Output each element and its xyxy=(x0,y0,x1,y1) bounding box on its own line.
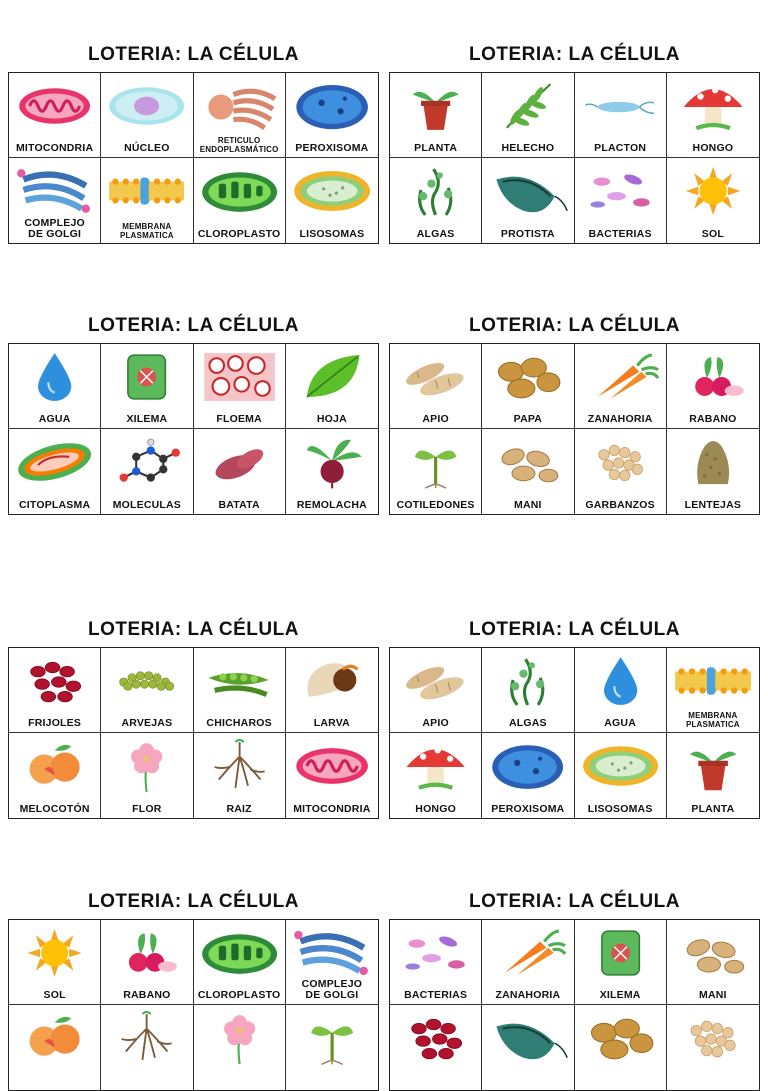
card-cell xyxy=(286,1005,378,1090)
card-title: LOTERIA: LA CÉLULA xyxy=(88,619,299,640)
phloem-icon xyxy=(198,348,281,406)
cell-label: REMOLACHA xyxy=(296,499,367,511)
root-icon xyxy=(198,737,281,795)
card-cell xyxy=(390,429,482,514)
cell-label: HONGO xyxy=(415,803,456,815)
card-cell xyxy=(575,920,667,1005)
card-cell xyxy=(286,920,378,1005)
membrane-icon xyxy=(671,652,755,710)
peas-icon xyxy=(105,652,188,710)
sun-icon xyxy=(13,924,96,982)
card-cell xyxy=(9,1005,101,1090)
card-cell xyxy=(390,920,482,1005)
card-title: LOTERIA: LA CÉLULA xyxy=(469,619,680,640)
cell-label: CLOROPLASTO xyxy=(197,228,281,240)
loteria-card xyxy=(389,889,760,1091)
cell-label: PLACTON xyxy=(594,142,647,154)
cell-label: APIO xyxy=(422,413,449,425)
sweet-potato-icon xyxy=(198,433,281,491)
cytoplasm-icon xyxy=(13,433,96,491)
card-cell xyxy=(482,648,574,733)
water-drop-icon xyxy=(13,348,96,406)
card-cell xyxy=(194,429,286,514)
card-cell xyxy=(667,158,759,243)
card-cell xyxy=(390,344,482,429)
card-cell xyxy=(194,920,286,1005)
card-cell xyxy=(390,73,482,158)
protist-icon xyxy=(486,162,569,220)
card-cell xyxy=(101,920,193,1005)
lysosome-icon xyxy=(290,162,374,220)
cell-label: CLOROPLASTO xyxy=(197,989,281,1001)
cell-label: APIO xyxy=(422,717,449,729)
cell-label: PROTISTA xyxy=(500,228,555,240)
cell-label: AGUA xyxy=(38,413,71,425)
cell-label: LARVA xyxy=(313,717,350,729)
card-cell xyxy=(101,344,193,429)
card-cell xyxy=(286,429,378,514)
card-title: LOTERIA: LA CÉLULA xyxy=(469,315,680,336)
peroxisome-icon xyxy=(290,77,374,135)
cell-label: NÚCLEO xyxy=(124,142,170,154)
cell-label: MANI xyxy=(514,499,542,511)
card-title: LOTERIA: LA CÉLULA xyxy=(469,891,680,912)
cell-label: ALGAS xyxy=(509,717,547,729)
card-cell xyxy=(194,733,286,818)
card-title: LOTERIA: LA CÉLULA xyxy=(88,315,299,336)
card-title: LOTERIA: LA CÉLULA xyxy=(88,891,299,912)
card-cell xyxy=(482,733,574,818)
cell-label: RABANO xyxy=(123,989,171,1001)
card-cell xyxy=(482,158,574,243)
card-cell xyxy=(575,733,667,818)
cell-label: MITOCONDRIA xyxy=(293,803,371,815)
card-cell xyxy=(101,733,193,818)
loteria-card xyxy=(389,313,760,515)
card-cell xyxy=(101,648,193,733)
flower-icon xyxy=(105,737,188,795)
seedling-icon xyxy=(290,1009,374,1067)
sun-icon xyxy=(671,162,755,220)
cell-label: SOL xyxy=(701,228,724,240)
card-cell xyxy=(286,648,378,733)
cell-label: AGUA xyxy=(604,717,636,729)
mitochondria-icon xyxy=(13,77,96,135)
potato-icon xyxy=(579,1009,662,1067)
peanut-icon xyxy=(486,433,569,491)
peroxisome-icon xyxy=(486,737,569,795)
card-cell xyxy=(482,429,574,514)
card-cell xyxy=(194,1005,286,1090)
cell-label: MEMBRANA PLASMATICA xyxy=(119,222,174,240)
card-cell xyxy=(575,648,667,733)
peanut-icon xyxy=(671,924,755,982)
card-cell xyxy=(101,429,193,514)
card-cell xyxy=(667,73,759,158)
water-drop-icon xyxy=(579,652,662,710)
card-cell xyxy=(9,344,101,429)
cell-label: MANI xyxy=(699,989,727,1001)
plankton-icon xyxy=(579,77,662,135)
cell-label: ZANAHORIA xyxy=(587,413,653,425)
cell-label: COTILEDONES xyxy=(396,499,475,511)
cell-label: HONGO xyxy=(692,142,734,154)
molecule-icon xyxy=(105,433,188,491)
card-cell xyxy=(101,1005,193,1090)
card-cell xyxy=(575,158,667,243)
chloroplast-icon xyxy=(198,162,281,220)
carrot-icon xyxy=(486,924,569,982)
card-cell xyxy=(101,158,193,243)
peach-icon xyxy=(13,737,96,795)
card-grid xyxy=(8,343,379,515)
card-cell xyxy=(390,648,482,733)
cell-label: MEMBRANA PLASMATICA xyxy=(685,711,740,729)
card-cell xyxy=(9,429,101,514)
card-cell xyxy=(667,733,759,818)
cell-label: MELOCOTÓN xyxy=(19,803,90,815)
protist-icon xyxy=(486,1009,569,1067)
cell-label: COMPLEJO DE GOLGI xyxy=(24,217,85,240)
card-cell xyxy=(194,344,286,429)
algae-icon xyxy=(486,652,569,710)
peach-icon xyxy=(13,1009,96,1067)
card-cell xyxy=(9,733,101,818)
potted-plant-icon xyxy=(394,77,477,135)
cell-label: FLOR xyxy=(132,803,162,815)
potted-plant-icon xyxy=(671,737,755,795)
celery-root-icon xyxy=(394,348,477,406)
cell-label: XILEMA xyxy=(599,989,641,1001)
golgi-icon xyxy=(290,924,374,982)
card-cell xyxy=(194,73,286,158)
card-cell xyxy=(482,344,574,429)
er-icon xyxy=(198,77,281,135)
cell-label: ZANAHORIA xyxy=(495,989,561,1001)
cell-label: BATATA xyxy=(218,499,260,511)
cell-label: XILEMA xyxy=(126,413,168,425)
card-cell xyxy=(390,158,482,243)
cell-label: LENTEJAS xyxy=(684,499,742,511)
chickpea-icon xyxy=(579,433,662,491)
cell-label: RAIZ xyxy=(226,803,252,815)
nucleus-icon xyxy=(105,77,188,135)
cell-label: ALGAS xyxy=(416,228,455,240)
card-grid xyxy=(8,919,379,1091)
card-cell xyxy=(194,158,286,243)
bacteria-icon xyxy=(394,924,477,982)
potato-icon xyxy=(486,348,569,406)
chloroplast-icon xyxy=(198,924,281,982)
leaf-icon xyxy=(290,348,374,406)
golgi-icon xyxy=(13,162,96,220)
cell-label: MITOCONDRIA xyxy=(15,142,94,154)
card-cell xyxy=(286,73,378,158)
card-title: LOTERIA: LA CÉLULA xyxy=(88,44,299,65)
mushroom-icon xyxy=(394,737,477,795)
card-cell xyxy=(667,648,759,733)
cell-label: RETICULO ENDOPLASMÁTICO xyxy=(199,136,279,154)
card-grid xyxy=(389,343,760,515)
card-cell xyxy=(194,648,286,733)
root-icon xyxy=(105,1009,188,1067)
cell-label: PEROXISOMA xyxy=(295,142,369,154)
cell-label: GARBANZOS xyxy=(585,499,655,511)
card-cell xyxy=(575,1005,667,1090)
cell-label: CHICHAROS xyxy=(206,717,272,729)
card-grid xyxy=(8,647,379,819)
card-grid xyxy=(389,72,760,244)
card-cell xyxy=(9,158,101,243)
xylem-icon xyxy=(105,348,188,406)
loteria-card xyxy=(8,889,379,1091)
loteria-card xyxy=(8,42,379,244)
card-grid xyxy=(8,72,379,244)
card-cell xyxy=(286,733,378,818)
card-cell xyxy=(667,429,759,514)
celery-root-icon xyxy=(394,652,477,710)
flower-icon xyxy=(198,1009,281,1067)
seedling-icon xyxy=(394,433,477,491)
fern-icon xyxy=(486,77,569,135)
card-cell xyxy=(575,429,667,514)
card-cell xyxy=(482,73,574,158)
carrot-icon xyxy=(579,348,662,406)
loteria-card xyxy=(389,42,760,244)
membrane-icon xyxy=(105,162,188,220)
card-title: LOTERIA: LA CÉLULA xyxy=(469,44,680,65)
cell-label: LISOSOMAS xyxy=(299,228,365,240)
cell-label: PLANTA xyxy=(691,803,735,815)
beans-icon xyxy=(13,652,96,710)
cell-label: BACTERIAS xyxy=(404,989,468,1001)
bacteria-icon xyxy=(579,162,662,220)
cell-label: PAPA xyxy=(513,413,543,425)
lysosome-icon xyxy=(579,737,662,795)
pea-pod-icon xyxy=(198,652,281,710)
cell-label: COMPLEJO DE GOLGI xyxy=(301,978,363,1001)
card-cell xyxy=(667,920,759,1005)
card-cell xyxy=(482,920,574,1005)
cell-label: ARVEJAS xyxy=(121,717,173,729)
cell-label: PLANTA xyxy=(414,142,458,154)
cell-label: HOJA xyxy=(316,413,347,425)
card-cell xyxy=(575,73,667,158)
card-cell xyxy=(9,920,101,1005)
lentil-icon xyxy=(671,433,755,491)
radish-icon xyxy=(671,348,755,406)
radish-icon xyxy=(105,924,188,982)
larva-icon xyxy=(290,652,374,710)
cell-label: PEROXISOMA xyxy=(491,803,565,815)
mitochondria-icon xyxy=(290,737,374,795)
beans-icon xyxy=(394,1009,477,1067)
card-cell xyxy=(667,1005,759,1090)
cell-label: CITOPLASMA xyxy=(19,499,91,511)
card-cell xyxy=(390,1005,482,1090)
cell-label: HELECHO xyxy=(501,142,555,154)
card-cell xyxy=(482,1005,574,1090)
cell-label: FLOEMA xyxy=(216,413,262,425)
mushroom-icon xyxy=(671,77,755,135)
card-cell xyxy=(667,344,759,429)
card-grid xyxy=(389,647,760,819)
card-cell xyxy=(101,73,193,158)
loteria-card xyxy=(389,617,760,819)
card-grid xyxy=(389,919,760,1091)
cell-label: BACTERIAS xyxy=(588,228,652,240)
beet-icon xyxy=(290,433,374,491)
chickpea-icon xyxy=(671,1009,755,1067)
card-cell xyxy=(286,344,378,429)
cell-label: RABANO xyxy=(689,413,737,425)
card-cell xyxy=(286,158,378,243)
cell-label: FRIJOLES xyxy=(28,717,82,729)
cell-label: SOL xyxy=(43,989,66,1001)
card-cell xyxy=(9,648,101,733)
card-cell xyxy=(390,733,482,818)
algae-icon xyxy=(394,162,477,220)
cell-label: MOLECULAS xyxy=(112,499,182,511)
card-cell xyxy=(9,73,101,158)
cell-label: LISOSOMAS xyxy=(587,803,653,815)
card-cell xyxy=(575,344,667,429)
loteria-card xyxy=(8,313,379,515)
loteria-card xyxy=(8,617,379,819)
xylem-icon xyxy=(579,924,662,982)
